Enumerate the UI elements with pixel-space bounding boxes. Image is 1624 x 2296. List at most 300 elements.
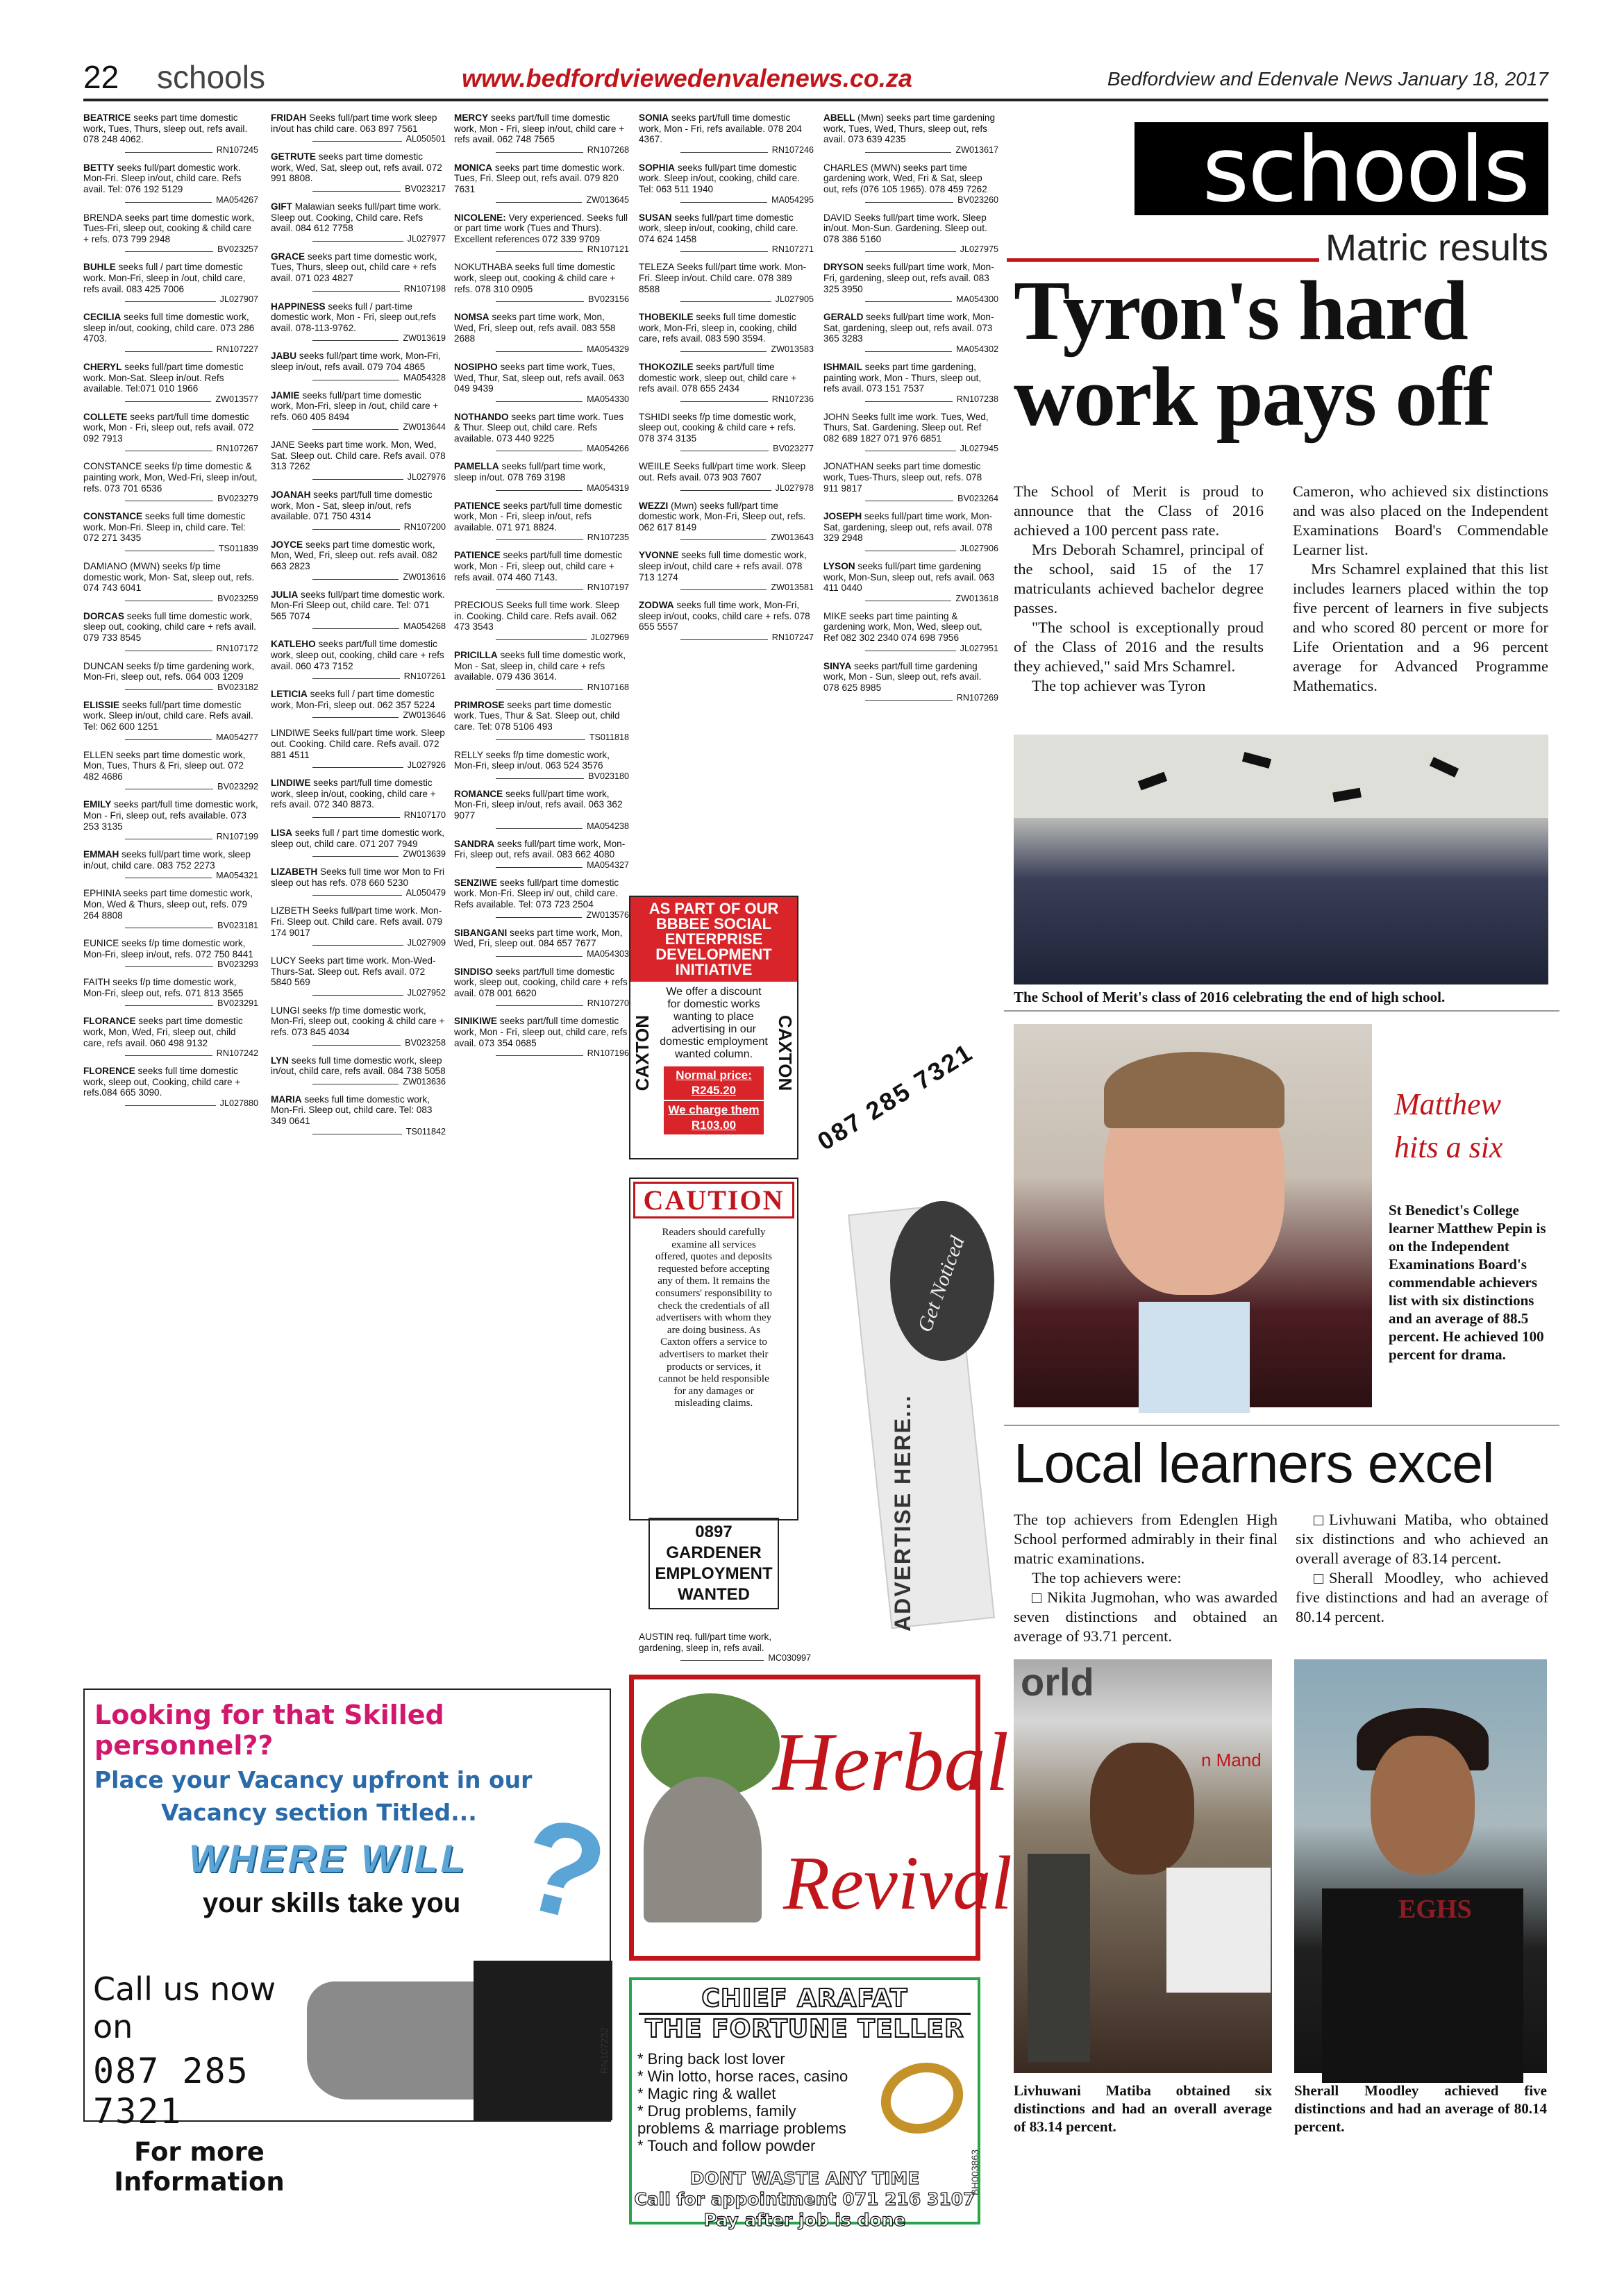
classified-ad xyxy=(271,639,446,681)
classified-ad-ref: JL027977 xyxy=(271,234,446,244)
classified-ad-text: HAPPINESS seeks full / part-time domestic work, Mon - Fri, sleep out,refs avail. 078-113-9762. xyxy=(271,301,436,333)
classified-column-3 xyxy=(454,112,629,1683)
classified-ad xyxy=(454,1016,629,1058)
classified-ad-ref: RN107170 xyxy=(271,810,446,820)
classified-ad-name: LYSON xyxy=(823,561,855,572)
classified-ad-ref: RN107270 xyxy=(454,998,629,1008)
classified-ad-ref: RN107245 xyxy=(83,145,258,155)
classified-ad-name: KATLEHO xyxy=(271,639,316,650)
gardener-line-4: WANTED xyxy=(678,1585,750,1604)
classified-ad xyxy=(271,866,446,898)
classified-ad xyxy=(454,600,629,642)
classified-ad xyxy=(271,1005,446,1048)
classified-ad-text: THOKOZILE seeks part/full time domestic work, sleep out, child care + refs avail. 078 655 2434 xyxy=(639,361,797,394)
classified-ad-ref: ZW013576 xyxy=(454,910,629,920)
classified-ad-name: YVONNE xyxy=(639,550,679,561)
graduation-caption: The School of Merit's class of 2016 celebrating the end of high school. xyxy=(1014,989,1446,1005)
get-noticed-text: Get Noticed xyxy=(913,1233,969,1335)
classified-ad-name: ABELL xyxy=(823,112,855,123)
classified-ad-text: EPHINIA seeks part time domestic work, Mon, Wed & Thurs, sleep out, refs. 079 264 8808 xyxy=(83,888,253,921)
classified-ad-ref: MA054300 xyxy=(823,294,998,304)
classified-ad xyxy=(639,412,814,454)
skilled-line-2: Place your Vacancy upfront in our xyxy=(94,1766,533,1793)
classified-ad xyxy=(823,611,998,653)
classified-ad-ref: BV023257 xyxy=(83,244,258,254)
classified-ad-text: DAVID Seeks full/part time work. Sleep in/out. Mon-Sun. Gardening. Sleep out. 078 386 5160 xyxy=(823,212,987,244)
classified-ad-ref: JL027907 xyxy=(83,294,258,304)
classified-ad-ref: ZW013636 xyxy=(271,1077,446,1087)
classified-ad-ref: BV023291 xyxy=(83,998,258,1008)
classified-ad xyxy=(271,151,446,194)
classified-ad-text: SOPHIA seeks full/part time domestic work. Sleep in/out, cooking, child care. Tel: 063 511 1940 xyxy=(639,162,800,194)
classified-ad xyxy=(454,212,629,255)
classified-ad-ref: JL027969 xyxy=(454,632,629,642)
classified-ad xyxy=(83,162,258,205)
arafat-footer-1: DONT WASTE ANY TIME xyxy=(689,2168,920,2188)
matthew-headline-1: Matthew xyxy=(1394,1087,1501,1121)
classified-ad-ref: MA054266 xyxy=(454,444,629,453)
classified-ad-name: THOKOZILE xyxy=(639,361,694,372)
classified-ad-ref: RN107242 xyxy=(83,1048,258,1058)
call-line-4: Information xyxy=(114,2167,285,2197)
classified-ad xyxy=(639,600,814,642)
classified-ad-ref: JL027975 xyxy=(823,244,998,254)
local-body-col-2 xyxy=(1296,1510,1548,1627)
classified-ad-name: CHERYL xyxy=(83,361,122,372)
local-learners-headline: Local learners excel xyxy=(1014,1432,1494,1494)
classified-ad-name: LETICIA xyxy=(271,689,308,700)
arafat-service: * Drug problems, family problems & marriage problems xyxy=(637,2102,846,2137)
caution-heading: CAUTION xyxy=(633,1182,794,1218)
classified-ad-name: JOANAH xyxy=(271,489,311,501)
checkbox-icon xyxy=(1032,1593,1041,1603)
classified-ad-name: JOSEPH xyxy=(823,511,862,522)
classified-ad xyxy=(639,112,814,155)
arafat-footer-3: Pay after job is done xyxy=(703,2210,906,2230)
classified-ad-text: PAMELLA seeks full/part time work, sleep in/out. 078 769 3198 xyxy=(454,461,606,483)
arafat-title-2: THE FORTUNE TELLER xyxy=(645,2015,964,2043)
classified-ad xyxy=(639,550,814,592)
classified-ad xyxy=(83,262,258,304)
classified-ad xyxy=(823,661,998,703)
classified-ad-text: PRICILLA seeks full time domestic work, Mon - Sat, sleep in, child care + refs available. 079 436 3614. xyxy=(454,650,626,682)
classified-ad-ref: JL027906 xyxy=(823,544,998,553)
skilled-line-4: WHERE WILL xyxy=(189,1836,467,1880)
classified-ad-text: JABU seeks full/part time work, Mon-Fri, sleep in/out, refs avail. 079 704 4865 xyxy=(271,351,441,372)
classified-ad xyxy=(271,201,446,244)
classified-ad-ref: AL050501 xyxy=(271,134,446,144)
bbbee-body: We offer a discount for domestic works wanting to place advertising in our domestic employment wanted column. xyxy=(660,986,768,1060)
classified-ad-text: MONICA seeks part time domestic work. Tues, Fri. Sleep out, refs avail. 079 820 7631 xyxy=(454,162,625,194)
classified-ad-ref: ZW013577 xyxy=(83,394,258,404)
classified-ad-name: GIFT xyxy=(271,201,292,212)
classified-ad-name: FLORANCE xyxy=(83,1016,136,1027)
classified-ad xyxy=(271,251,446,294)
arafat-service: * Win lotto, horse races, casino xyxy=(637,2068,848,2085)
classified-ad-name: SANDRA xyxy=(454,838,495,849)
classified-ad-text: FAITH seeks f/p time domestic work, Mon-Fri, sleep out, refs. 071 813 3565 xyxy=(83,977,244,998)
classified-ad xyxy=(271,955,446,998)
classified-ad-ref: BV023279 xyxy=(83,494,258,503)
classified-ad-name: NOMSA xyxy=(454,312,489,323)
classified-ad-text: SINIKIWE seeks part/full time domestic work, Mon - Fri, sleep out, child care, refs avail. 073 354 0685 xyxy=(454,1016,628,1048)
caution-box xyxy=(629,1178,798,1520)
caution-body: Readers should carefully examine all services offered, quotes and deposits requested before accepting any of them. It remains the consumers' responsibility to check the credentials of all advertisers with whom they are doing business. As Caxton offers a service to advertisers to market their products or services, it cannot be held responsible for any damages or misleading claims. xyxy=(655,1227,773,1409)
classified-ad-name: JOYCE xyxy=(271,539,303,550)
chief-arafat-ad xyxy=(629,1977,980,2230)
classified-ad-name: CECILIA xyxy=(83,312,122,323)
page-header xyxy=(83,56,1548,101)
classified-ad-name: NOSIPHO xyxy=(454,361,498,372)
portrait-shirt xyxy=(1139,1302,1250,1413)
classified-ad-ref: ZW013645 xyxy=(454,195,629,205)
classified-ad-text: LUCY Seeks part time work. Mon-Wed-Thurs-Sat. Sleep out. Refs avail. 072 5840 569 xyxy=(271,955,436,988)
classified-ad-ref: ZW013639 xyxy=(271,849,446,859)
classified-ad-ref: JL027909 xyxy=(271,938,446,948)
classified-ad xyxy=(454,878,629,920)
classified-ad-ref: JL027880 xyxy=(83,1098,258,1108)
austin-ad xyxy=(639,1632,811,1663)
sherall-caption: Sherall Moodley achieved five distinctions and had an average of 80.14 percent. xyxy=(1294,2082,1547,2135)
classified-ad-ref: RN107198 xyxy=(271,284,446,294)
classified-ad xyxy=(271,439,446,482)
tyron-para: The School of Merit is proud to announce that the Class of 2016 achieved a 100 percent pass rate. xyxy=(1014,483,1264,539)
section-divider xyxy=(1004,1425,1559,1426)
classified-ad-text: LINDIWE seeks part/full time domestic work, sleep in/out, cooking, child care + refs avail. 072 340 8873. xyxy=(271,778,436,810)
question-mark-icon: ? xyxy=(505,1788,619,1951)
classified-ad xyxy=(454,312,629,354)
banner-text: orld xyxy=(1021,1660,1094,1704)
classified-ad-name: SENZIWE xyxy=(454,877,497,888)
classified-ad xyxy=(271,689,446,720)
classified-ad xyxy=(83,112,258,155)
classified-ad-ref: MA054327 xyxy=(454,860,629,870)
classified-ad xyxy=(83,461,258,503)
classified-ad-name: BUHLE xyxy=(83,262,116,273)
tyron-para: Cameron, who achieved six distinctions and was also placed on the Independent Examinations Board's Commendable Learner list. xyxy=(1293,483,1548,558)
gardener-heading xyxy=(648,1518,779,1609)
classified-ad xyxy=(454,550,629,592)
banner-text: n Mand xyxy=(1201,1750,1262,1770)
classified-ad-name: HAPPINESS xyxy=(271,301,326,312)
classified-column-5 xyxy=(823,112,998,1112)
classified-ad-name: DRYSON xyxy=(823,262,864,273)
classified-ad-text: FRIDAH Seeks full/part time work sleep in/out has child care. 063 897 7561 xyxy=(271,112,437,134)
classified-ad-text: MIKE seeks part time painting & gardening work, Mon, Wed, sleep out, Ref 082 302 2340 074 698 7956 xyxy=(823,610,982,643)
classified-ad xyxy=(83,312,258,354)
classified-ad-ref: MA054268 xyxy=(271,621,446,631)
herbal-title-1: Herbal xyxy=(773,1716,1009,1808)
classified-ad-text: LUNGI seeks f/p time domestic work, Mon-Fri, sleep out, cooking & child care + refs. 073 845 4034 xyxy=(271,1005,445,1038)
article-kicker: Matric results xyxy=(1325,227,1548,269)
classified-ad-ref: RN107196 xyxy=(454,1048,629,1058)
classified-ad xyxy=(271,390,446,433)
classified-ad-name: SONIA xyxy=(639,112,669,123)
matthew-photo xyxy=(1014,1024,1372,1407)
classified-ad-ref: ZW013619 xyxy=(271,333,446,343)
classified-ad xyxy=(83,750,258,792)
caxton-label-left: CAXTON xyxy=(632,1015,653,1091)
local-body-col-1 xyxy=(1014,1510,1278,1646)
classified-column-2 xyxy=(271,112,446,1683)
classified-ad-text: MERCY seeks part/full time domestic work, Mon - Fri, sleep in/out, child care + refs avail. 062 748 7565 xyxy=(454,112,625,145)
austin-text: AUSTIN req. full/part time work, gardening, sleep in, refs avail. xyxy=(639,1632,772,1653)
classified-ad xyxy=(83,212,258,255)
herbal-revival-ad xyxy=(629,1675,1012,1961)
classified-ad-text: FLORANCE seeks part time domestic work, Mon, Wed, Fri, sleep out, child care, refs avail. 060 498 9132 xyxy=(83,1016,243,1048)
classified-column-4 xyxy=(639,112,814,890)
classified-ad-name: PATIENCE xyxy=(454,500,501,511)
classified-ad-text: JANE Seeks part time work. Mon, Wed, Sat. Sleep out. Child care. Refs avail. 078 313 7262 xyxy=(271,439,446,472)
classified-ad-ref: RN107268 xyxy=(454,145,629,155)
classified-ad-ref: MA054302 xyxy=(823,344,998,354)
classified-ad xyxy=(454,650,629,692)
classified-ad-text: SIBANGANI seeks part time work, Mon, Wed, Fri, sleep out. 084 657 7677 xyxy=(454,927,623,949)
classified-ad-ref: RN107236 xyxy=(639,394,814,404)
arafat-service: * Bring back lost lover xyxy=(637,2050,785,2068)
classified-ad-ref: RN107246 xyxy=(639,145,814,155)
classified-ad xyxy=(271,112,446,144)
classified-ad-name: ELISSIE xyxy=(83,699,120,710)
classified-ad-ref: BV023264 xyxy=(823,494,998,503)
classified-ad-text: LETICIA seeks full / part time domestic work, Mon-Fri, sleep out. 062 357 5224 xyxy=(271,689,435,710)
classified-ad-ref: MA054238 xyxy=(454,821,629,831)
classified-ad-ref: RN107271 xyxy=(639,244,814,254)
classified-ad xyxy=(83,1066,258,1108)
classified-ad-name: NICOLENE: xyxy=(454,212,506,223)
classified-ad-name: THOBEKILE xyxy=(639,312,694,323)
classified-ad-name: COLLETE xyxy=(83,411,128,422)
classified-ad xyxy=(454,262,629,304)
classified-ad-ref: BV023156 xyxy=(454,294,629,304)
classified-ad xyxy=(271,539,446,582)
classified-ad-text: TELEZA Seeks full/part time work. Mon-Fri. Sleep in/out. Child care. 078 389 8588 xyxy=(639,262,806,294)
classified-ad-name: LIZABETH xyxy=(271,866,318,878)
bbbee-heading: AS PART OF OUR BBBEE SOCIAL ENTERPRISE DEVELOPMENT INITIATIVE xyxy=(630,897,797,982)
classified-ad-name: BEATRICE xyxy=(83,112,131,123)
checkbox-icon xyxy=(1314,1516,1323,1525)
classified-ad-ref: RN107168 xyxy=(454,682,629,692)
classified-ad-text: TSHIDI seeks f/p time domestic work, sleep out, cooking & child care + refs. 078 374 3135 xyxy=(639,411,796,444)
gardener-line-2: GARDENER xyxy=(666,1543,762,1562)
classified-ad-ref: ZW013618 xyxy=(823,594,998,603)
classified-ad-text: NICOLENE: Very experienced. Seeks full or part time work (Tues and Thurs). Excellent references 072 339 9709 xyxy=(454,212,628,244)
jacket-letters: EGHS xyxy=(1398,1895,1472,1924)
classified-ad-name: SINDISO xyxy=(454,966,493,977)
classified-ad xyxy=(271,589,446,632)
classified-ad-name: NOTHANDO xyxy=(454,411,509,422)
bbbee-offer-box xyxy=(629,896,798,1159)
classified-ad-ref: TS011842 xyxy=(271,1127,446,1137)
classified-ad-text: DORCAS seeks full time domestic work, sleep out, cooking, child care + refs avail. 079 733 8545 xyxy=(83,610,256,643)
classified-ad xyxy=(823,162,998,205)
classified-ad-ref: JL027978 xyxy=(639,483,814,493)
classified-ad xyxy=(454,839,629,870)
classified-ad xyxy=(639,212,814,255)
section-divider xyxy=(1004,1010,1559,1012)
classified-ad-ref: MA054303 xyxy=(454,949,629,959)
portrait-face xyxy=(1371,1736,1475,1875)
classified-ad-name: SINIKIWE xyxy=(454,1016,497,1027)
classified-ad-ref: JL027976 xyxy=(271,472,446,482)
classified-ad xyxy=(83,362,258,404)
classified-ad xyxy=(823,561,998,603)
classified-ad xyxy=(454,461,629,492)
classified-ad xyxy=(823,262,998,304)
classified-column-1 xyxy=(83,112,258,1683)
classified-ad-text: EMMAH seeks full/part time work, sleep in/out, child care. 083 752 2273 xyxy=(83,849,251,871)
classified-ad-ref: RN107261 xyxy=(271,671,446,681)
advertise-here-text: ADVERTISE HERE... xyxy=(890,1394,915,1632)
local-para: Nikita Jugmohan, who was awarded seven distinctions and obtained an average of 93.71 percent. xyxy=(1014,1589,1278,1645)
classified-ad xyxy=(823,461,998,503)
classified-ad-name: JAMIE xyxy=(271,389,300,401)
classified-ad xyxy=(271,828,446,859)
classified-ad-name: LISA xyxy=(271,827,292,838)
austin-ref: MC030997 xyxy=(639,1653,811,1663)
classified-ad xyxy=(83,888,258,930)
classified-ad-text: BEATRICE seeks part time domestic work, Tues, Thurs, sleep out, refs avail. 078 248 4062. xyxy=(83,112,248,145)
classified-ad xyxy=(454,412,629,454)
classified-ad-text: ELISSIE seeks full/part time domestic work. Sleep in/out, child care. Refs avail. Tel: 062 600 1251 xyxy=(83,699,253,732)
classified-ad xyxy=(454,789,629,831)
classified-ad-ref: BV023259 xyxy=(83,594,258,603)
website-url[interactable]: www.bedfordviewedenvalenews.co.za xyxy=(462,64,912,92)
normal-price: Normal price: R245.20 xyxy=(664,1066,764,1100)
section-name: schools xyxy=(157,59,265,95)
classified-ad-ref: BV023293 xyxy=(83,960,258,969)
classified-ad xyxy=(271,778,446,820)
classified-ad-text: EUNICE seeks f/p time domestic work, Mon-Fri, sleep in/out, refs. 072 750 8441 xyxy=(83,938,253,960)
portrait-hair xyxy=(1104,1052,1284,1128)
classified-ad-text: GRACE seeks part time domestic work, Tues, Thurs, sleep out, child care + refs avail. 071 023 4827 xyxy=(271,251,437,283)
classified-ad-ref: RN107235 xyxy=(454,533,629,542)
classified-ad-name: GERALD xyxy=(823,312,864,323)
classified-ad-text: SUSAN seeks full/part time domestic work, sleep in/out, cooking, child care. 074 624 1458 xyxy=(639,212,798,244)
classified-ad xyxy=(823,511,998,553)
classified-ad-name: PRIMROSE xyxy=(454,699,505,710)
classified-ad-ref: ZW013646 xyxy=(271,710,446,720)
classified-ad-text: LYSON seeks full/part time gardening work, Mon-Sun, sleep out, refs avail. 063 411 0440 xyxy=(823,561,995,594)
classified-ad-text: WEZZI (Mwn) seeks full/part time domestic work, Mon-Fri, Sleep out, refs. 062 617 8149 xyxy=(639,500,806,533)
classified-ad-name: LYN xyxy=(271,1055,289,1066)
graduation-photo xyxy=(1014,735,1548,984)
classified-ad-ref: BV023182 xyxy=(83,682,258,692)
classified-ad-text: CHARLES (MWN) seeks part time gardening work, Wed, Fri & Sat, sleep out, refs (076 105 1965). 078 459 7262 xyxy=(823,162,987,194)
classified-ad xyxy=(83,1016,258,1058)
classified-ad-text: WEIILE Seeks full/part time work. Sleep out. Refs avail. 073 903 7607 xyxy=(639,461,806,483)
skilled-ad-ref: RN107232 xyxy=(598,2027,610,2074)
classified-ad-ref: RN107238 xyxy=(823,394,998,404)
tyron-para: Mrs Schamrel explained that this list includes learners placed within the top five percent of learners in five subjects and who scored 80 percent or more for Life Orientation and a 96 percent average for Advanced Programme Mathematics. xyxy=(1293,560,1548,694)
classified-ad-name: ROMANCE xyxy=(454,788,503,799)
classified-ad-ref: ZW013644 xyxy=(271,422,446,432)
classified-ad-name: SUSAN xyxy=(639,212,672,223)
advertise-here-graphic xyxy=(842,1180,987,1652)
call-phone: 087 285 7321 xyxy=(93,2051,249,2131)
arafat-footer-2: Call for appointment 071 216 3107 xyxy=(634,2189,976,2209)
classified-ad-text: CONSTANCE seeks f/p time domestic & painting work, Mon, Wed-Fri, sleep in/out, refs. 073 701 6536 xyxy=(83,461,258,494)
classified-ad xyxy=(83,412,258,454)
classified-ad xyxy=(823,412,998,454)
classified-ad-ref: AL050479 xyxy=(271,888,446,898)
local-para: The top achievers from Edenglen High School performed admirably in their final matric examinations. xyxy=(1014,1511,1278,1567)
classified-ad-text: NOSIPHO seeks part time work, Tues, Wed, Thur, Sat, sleep out, refs avail. 063 049 9439 xyxy=(454,361,625,394)
classified-ad-name: EMILY xyxy=(83,799,112,810)
schools-banner-title: schools xyxy=(1202,117,1529,222)
classified-ad-ref: ZW013617 xyxy=(823,145,998,155)
classified-ad-name: JABU xyxy=(271,351,297,362)
classified-ad xyxy=(271,301,446,344)
classified-ad-ref: JL027945 xyxy=(823,444,998,453)
tyron-body-col-1 xyxy=(1014,482,1264,696)
classified-ad-ref: BV023181 xyxy=(83,921,258,930)
classified-ad-ref: RN107267 xyxy=(83,444,258,453)
call-line-1: Call us now on xyxy=(93,1970,276,2045)
classified-ad xyxy=(83,799,258,841)
local-para: The top achievers were: xyxy=(1032,1569,1182,1586)
arafat-ref: BH003863 xyxy=(969,2150,980,2196)
classified-ad-ref: MA054319 xyxy=(454,483,629,493)
classified-ad-ref: BV023258 xyxy=(271,1038,446,1048)
arafat-service: * Touch and follow powder xyxy=(637,2137,816,2154)
classified-ad-name: DORCAS xyxy=(83,610,124,621)
classified-ad-text: RELLY seeks f/p time domestic work, Mon-Fri, sleep in/out. 063 524 3576 xyxy=(454,749,610,771)
classified-ad-ref: TS011818 xyxy=(454,732,629,742)
classified-ad-ref: RN107200 xyxy=(271,522,446,532)
classified-ad-text: CECILIA seeks full time domestic work, sleep in/out, cooking, child care. 073 286 4703. xyxy=(83,312,255,344)
livhuwani-photo xyxy=(1014,1659,1272,2073)
classified-ad-name: MARIA xyxy=(271,1093,302,1105)
classified-ad xyxy=(271,728,446,770)
classified-ad-text: GETRUTE seeks part time domestic work, Wed, Sat, sleep out, refs avail. 072 991 8808. xyxy=(271,151,442,184)
classified-ad-ref: ZW013643 xyxy=(639,533,814,542)
classified-ad-ref: ZW013616 xyxy=(271,572,446,582)
classified-ad-name: PRICILLA xyxy=(454,650,498,660)
classified-ad-name: WEZZI xyxy=(639,500,669,511)
classified-ad-text: SANDRA seeks full/part time work, Mon-Fri, sleep out, refs avail. 083 662 4080 xyxy=(454,838,626,860)
classified-ad xyxy=(639,312,814,354)
classified-ad xyxy=(454,112,629,155)
classified-ad-text: JONATHAN seeks part time domestic work, Tues-Thurs, sleep out, refs. 078 911 9817 xyxy=(823,461,982,494)
classified-ad-text: YVONNE seeks full time domestic work, sleep in/out, child care + refs avail. 078 713 1274 xyxy=(639,550,807,583)
classified-ad xyxy=(454,966,629,1009)
checkbox-icon xyxy=(1314,1574,1323,1584)
classified-ad-ref: RN107172 xyxy=(83,644,258,653)
advertise-phone: 087 285 7321 xyxy=(812,1037,979,1156)
classified-ad xyxy=(271,1094,446,1137)
photo-background xyxy=(1014,735,1548,818)
classified-ad xyxy=(454,501,629,543)
classified-ad-name: MONICA xyxy=(454,162,493,173)
herbal-title-2: Revival xyxy=(783,1841,1012,1925)
classified-ad xyxy=(823,212,998,255)
classified-ad-text: ELLEN seeks part time domestic work, Mon, Tues, Thurs & Fri, sleep out. 072 482 4686 xyxy=(83,749,246,782)
classified-ad-ref: RN107199 xyxy=(83,832,258,841)
classified-ad-ref: MA054328 xyxy=(271,373,446,383)
classified-ad xyxy=(823,112,998,155)
classified-ad-text: NOTHANDO seeks part time work. Tues & Thur. Sleep out, child care. Refs available. 073 440 9225 xyxy=(454,411,623,444)
get-noticed-circle xyxy=(890,1201,994,1361)
classified-ad-name: FLORENCE xyxy=(83,1066,135,1077)
skilled-line-1: Looking for that Skilled personnel?? xyxy=(94,1700,444,1761)
classified-ad xyxy=(639,162,814,205)
certificate-graphic xyxy=(1166,1868,1271,1993)
classified-ad-text: JAMIE seeks full/part time domestic work, Mon-Fri, sleep in /out, child care + refs. 060 405 8494 xyxy=(271,389,439,422)
classified-ad-text: BRENDA seeks part time domestic work, Tues-Fri, sleep out, cooking & child care + refs. 073 799 2948 xyxy=(83,212,255,244)
classified-ad-ref: JL027926 xyxy=(271,760,446,770)
classified-ad-text: SINDISO seeks part/full time domestic work, sleep out, cooking, child care + refs avail. 078 001 6620 xyxy=(454,966,628,998)
